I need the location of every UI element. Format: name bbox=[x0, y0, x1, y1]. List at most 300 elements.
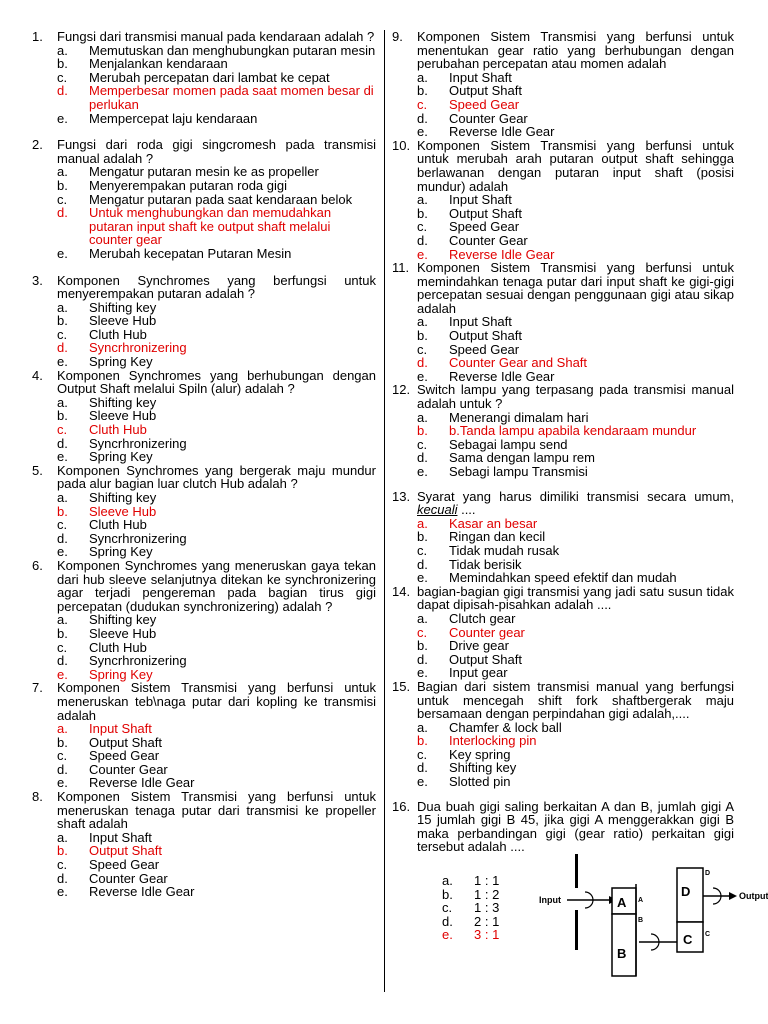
option-letter: e. bbox=[417, 665, 428, 681]
option-b[interactable] bbox=[417, 639, 734, 653]
question-stem: Komponen Sistem Transmisi yang berfunsi untuk memindahkan tenaga putar dari input shaft ke gigi-gigi percepatan sesuai dengan penggunaan gigi atau sikap adalah bbox=[417, 260, 734, 316]
option-text: Tidak mudah rusak bbox=[449, 542, 560, 558]
option-text: Reverse Idle Gear bbox=[449, 368, 555, 384]
option-letter: e. bbox=[442, 927, 453, 943]
question-stem: Fungsi dari transmisi manual pada kendaraan adalah ? bbox=[57, 29, 375, 44]
option-list bbox=[417, 612, 734, 680]
option-e[interactable] bbox=[57, 668, 376, 682]
option-e[interactable] bbox=[417, 666, 734, 680]
option-c[interactable] bbox=[57, 641, 376, 655]
option-letter: c. bbox=[417, 542, 428, 558]
option-text: Counter Gear bbox=[89, 761, 168, 777]
option-c[interactable] bbox=[417, 626, 734, 640]
option-c[interactable] bbox=[417, 343, 734, 357]
option-letter: e. bbox=[57, 884, 68, 900]
option-list bbox=[57, 491, 376, 559]
option-text: b.Tanda lampu apabila kendaraam mundur bbox=[449, 423, 697, 439]
question-number: 3. bbox=[32, 272, 43, 288]
question-stem: Fungsi dari roda gigi singcromesh pada transmisi manual adalah ? bbox=[57, 137, 376, 166]
left-column bbox=[32, 30, 376, 899]
question-number: 5. bbox=[32, 462, 43, 478]
option-c[interactable] bbox=[57, 423, 376, 437]
question-9 bbox=[392, 30, 734, 139]
question-number: 16. bbox=[392, 798, 411, 814]
option-a[interactable] bbox=[417, 315, 734, 329]
option-text: Spring Key bbox=[89, 666, 153, 682]
option-letter: c. bbox=[417, 746, 428, 762]
option-text: Reverse Idle Gear bbox=[449, 246, 555, 262]
question-7 bbox=[32, 681, 376, 790]
option-c[interactable] bbox=[417, 544, 734, 558]
question-6 bbox=[32, 559, 376, 681]
option-text: Sebagi lampu Transmisi bbox=[449, 464, 588, 479]
option-text: Output Shaft bbox=[89, 734, 162, 750]
option-text: Tidak berisik bbox=[449, 556, 522, 572]
option-letter: e. bbox=[57, 775, 68, 791]
option-letter: d. bbox=[57, 83, 68, 99]
question-16 bbox=[392, 798, 768, 984]
option-e[interactable] bbox=[57, 776, 376, 790]
question-4 bbox=[32, 369, 376, 464]
question-number: 9. bbox=[392, 29, 403, 44]
option-c[interactable] bbox=[442, 901, 532, 915]
option-letter: c. bbox=[57, 639, 68, 655]
option-b[interactable] bbox=[417, 530, 734, 544]
question-number: 7. bbox=[32, 680, 43, 696]
question-13 bbox=[392, 490, 734, 585]
option-text: Sleeve Hub bbox=[89, 408, 157, 424]
option-letter: a. bbox=[57, 394, 68, 410]
option-text: Memutuskan dan menghubungkan putaran mesin bbox=[89, 42, 376, 58]
option-a[interactable] bbox=[417, 612, 734, 626]
option-text: Shifting key bbox=[89, 299, 157, 315]
gear-b-label: B bbox=[617, 946, 627, 962]
gear-question-row bbox=[417, 854, 768, 984]
option-b[interactable] bbox=[57, 314, 376, 328]
option-list bbox=[57, 613, 376, 681]
option-d[interactable] bbox=[417, 234, 734, 248]
option-letter: b. bbox=[57, 734, 68, 750]
option-letter: a. bbox=[417, 409, 428, 425]
option-d[interactable] bbox=[417, 761, 734, 775]
option-letter: d. bbox=[417, 450, 428, 466]
option-letter: a. bbox=[417, 610, 428, 626]
option-e[interactable] bbox=[57, 355, 376, 369]
option-letter: d. bbox=[57, 653, 68, 669]
option-a[interactable] bbox=[57, 44, 376, 58]
question-number: 13. bbox=[392, 488, 411, 504]
option-letter: a. bbox=[57, 299, 68, 315]
gear-d-label: D bbox=[681, 884, 691, 900]
option-text: Counter Gear bbox=[449, 232, 528, 248]
option-letter: a. bbox=[57, 612, 68, 628]
question-number: 6. bbox=[32, 557, 43, 573]
option-a[interactable] bbox=[417, 411, 734, 425]
input-shaft-upper bbox=[575, 854, 578, 888]
option-b[interactable] bbox=[57, 57, 376, 71]
option-e[interactable] bbox=[57, 885, 376, 899]
option-text: Shifting key bbox=[89, 490, 157, 505]
option-letter: d. bbox=[57, 870, 68, 886]
option-letter: b. bbox=[417, 205, 428, 221]
option-letter: e. bbox=[417, 124, 428, 140]
option-a[interactable] bbox=[417, 517, 734, 531]
question-2 bbox=[32, 138, 376, 260]
option-text: Output Shaft bbox=[449, 83, 522, 99]
option-d[interactable] bbox=[417, 558, 734, 572]
option-letter: a. bbox=[57, 829, 68, 845]
option-letter: b. bbox=[417, 83, 428, 99]
option-letter: a. bbox=[417, 314, 428, 330]
option-text: 1 : 2 bbox=[474, 886, 500, 902]
option-text: Merubah kecepatan Putaran Mesin bbox=[89, 245, 292, 261]
option-a[interactable] bbox=[442, 874, 532, 888]
option-list bbox=[57, 722, 376, 790]
option-d[interactable] bbox=[417, 356, 734, 370]
option-d[interactable] bbox=[57, 341, 376, 355]
option-letter: e. bbox=[57, 666, 68, 682]
option-a[interactable] bbox=[57, 722, 376, 736]
option-list bbox=[417, 517, 734, 585]
option-text: Reverse Idle Gear bbox=[89, 775, 195, 791]
gear-a-label: A bbox=[617, 895, 627, 911]
option-a[interactable] bbox=[57, 396, 376, 410]
option-letter: d. bbox=[57, 435, 68, 451]
gear-train-diagram bbox=[539, 854, 768, 984]
option-text: Key spring bbox=[449, 746, 511, 762]
option-text: Mempercepat laju kendaraan bbox=[89, 110, 258, 126]
question-stem: Komponen Synchromes yang berhubungan dengan Output Shaft melalui Spiln (alur) adalah ? bbox=[57, 367, 376, 397]
option-letter: c. bbox=[57, 517, 68, 533]
option-e[interactable] bbox=[57, 112, 376, 126]
option-letter: c. bbox=[442, 900, 453, 916]
option-list bbox=[442, 874, 532, 942]
option-text: Memindahkan speed efektif dan mudah bbox=[449, 570, 677, 586]
option-d[interactable] bbox=[442, 915, 532, 929]
option-text: Output Shaft bbox=[449, 651, 522, 667]
option-b[interactable] bbox=[57, 409, 376, 423]
option-c[interactable] bbox=[57, 193, 376, 207]
option-text: Merubah percepatan dari lambat ke cepat bbox=[89, 69, 330, 85]
option-text: Counter Gear and Shaft bbox=[449, 355, 588, 371]
option-letter: e. bbox=[417, 368, 428, 384]
option-text: Kasar an besar bbox=[449, 515, 538, 531]
option-text: Sleeve Hub bbox=[89, 625, 157, 641]
option-letter: b. bbox=[417, 328, 428, 344]
option-b[interactable] bbox=[57, 505, 376, 519]
option-d[interactable] bbox=[57, 872, 376, 886]
option-letter: e. bbox=[417, 570, 428, 586]
option-text: 3 : 1 bbox=[474, 927, 500, 943]
option-letter: b. bbox=[417, 638, 428, 654]
option-c[interactable] bbox=[417, 438, 734, 452]
option-text: Sleeve Hub bbox=[89, 503, 157, 519]
option-text: Spring Key bbox=[89, 544, 153, 560]
question-number: 11. bbox=[392, 260, 410, 276]
option-letter: b. bbox=[417, 733, 428, 749]
option-e[interactable] bbox=[57, 450, 376, 464]
option-text: Slotted pin bbox=[449, 774, 511, 790]
right-column bbox=[392, 29, 768, 984]
option-d[interactable] bbox=[57, 206, 376, 247]
question-stem: Komponen Synchromes yang berfungsi untuk menyerempakan putaran adalah ? bbox=[57, 272, 376, 302]
option-b[interactable] bbox=[417, 207, 734, 221]
option-letter: b. bbox=[57, 56, 68, 72]
option-text: Input Shaft bbox=[449, 314, 512, 330]
question-number: 14. bbox=[392, 583, 411, 599]
option-text: Syncrhronizering bbox=[89, 435, 187, 451]
option-letter: a. bbox=[442, 873, 453, 889]
option-list bbox=[57, 396, 376, 464]
option-a[interactable] bbox=[417, 721, 734, 735]
option-letter: b. bbox=[442, 886, 453, 902]
option-c[interactable] bbox=[57, 858, 376, 872]
option-text: Cluth Hub bbox=[89, 639, 147, 655]
question-number: 8. bbox=[32, 789, 43, 805]
option-letter: d. bbox=[417, 110, 428, 126]
option-d[interactable] bbox=[57, 763, 376, 777]
option-letter: d. bbox=[417, 651, 428, 667]
option-list bbox=[417, 411, 734, 479]
option-list bbox=[417, 71, 734, 139]
option-text: Spring Key bbox=[89, 449, 153, 465]
option-letter: a. bbox=[57, 721, 68, 737]
option-list bbox=[57, 301, 376, 369]
option-letter: c. bbox=[57, 191, 68, 207]
question-number: 1. bbox=[32, 29, 43, 44]
option-text: Cluth Hub bbox=[89, 422, 147, 438]
option-text: Speed Gear bbox=[89, 857, 160, 873]
option-text: Output Shaft bbox=[449, 328, 522, 344]
question-number: 12. bbox=[392, 382, 411, 398]
option-text: Output Shaft bbox=[449, 205, 522, 221]
option-letter: c. bbox=[57, 69, 68, 85]
option-b[interactable] bbox=[57, 179, 376, 193]
option-text: Cluth Hub bbox=[89, 326, 147, 342]
option-letter: a. bbox=[57, 42, 68, 58]
option-a[interactable] bbox=[417, 193, 734, 207]
option-letter: a. bbox=[57, 490, 68, 505]
option-text: 1 : 1 bbox=[474, 873, 500, 889]
option-text: Mengatur putaran pada saat kendaraan belok bbox=[89, 191, 353, 207]
option-letter: a. bbox=[417, 515, 428, 531]
option-a[interactable] bbox=[57, 491, 376, 505]
option-letter: c. bbox=[417, 436, 428, 452]
option-b[interactable] bbox=[417, 84, 734, 98]
option-text: Clutch gear bbox=[449, 610, 516, 626]
option-letter: d. bbox=[442, 913, 453, 929]
option-e[interactable] bbox=[57, 247, 376, 261]
option-text: Speed Gear bbox=[89, 748, 160, 764]
option-c[interactable] bbox=[57, 518, 376, 532]
option-text: Input gear bbox=[449, 665, 508, 681]
option-letter: a. bbox=[417, 192, 428, 208]
question-8 bbox=[32, 790, 376, 899]
option-b[interactable] bbox=[417, 329, 734, 343]
option-text: Speed Gear bbox=[449, 219, 520, 235]
option-text: Interlocking pin bbox=[449, 733, 537, 749]
option-b[interactable] bbox=[417, 424, 734, 438]
option-letter: b. bbox=[57, 625, 68, 641]
option-text: Memperbesar momen pada saat momen besar di perlukan bbox=[89, 83, 374, 112]
question-3 bbox=[32, 274, 376, 369]
option-text: Input Shaft bbox=[449, 192, 512, 208]
question-stem: Bagian dari sistem transmisi manual yang berfungsi untuk mencegah shift fork shaftbergerak maju bersamaan dengan perpindahan gigi adalah,.... bbox=[417, 678, 734, 722]
gear-a-small-label: A bbox=[638, 897, 644, 905]
option-text: Counter Gear bbox=[449, 110, 528, 126]
output-arrowhead bbox=[729, 892, 737, 900]
option-letter: d. bbox=[417, 760, 428, 776]
option-e[interactable] bbox=[417, 775, 734, 789]
question-stem: Komponen Synchromes yang bergerak maju mundur pada alur bagian luar clutch Hub adalah ? bbox=[57, 462, 376, 492]
option-text: Mengatur putaran mesin ke as propeller bbox=[89, 164, 319, 180]
option-text: Reverse Idle Gear bbox=[89, 884, 195, 900]
option-c[interactable] bbox=[417, 220, 734, 234]
option-text: Chamfer & lock ball bbox=[449, 719, 562, 735]
option-d[interactable] bbox=[57, 654, 376, 668]
option-letter: c. bbox=[417, 219, 428, 235]
question-15 bbox=[392, 680, 734, 789]
option-letter: b. bbox=[57, 503, 68, 519]
option-c[interactable] bbox=[417, 748, 734, 762]
option-e[interactable] bbox=[417, 571, 734, 585]
option-text: Menjalankan kendaraan bbox=[89, 56, 228, 72]
option-c[interactable] bbox=[417, 98, 734, 112]
option-letter: c. bbox=[417, 624, 428, 640]
option-list bbox=[57, 165, 376, 260]
option-d[interactable] bbox=[417, 451, 734, 465]
option-a[interactable] bbox=[57, 831, 376, 845]
option-letter: b. bbox=[57, 843, 68, 859]
gear-c-label: C bbox=[683, 932, 693, 948]
option-text: Input Shaft bbox=[89, 829, 152, 845]
option-text: Ringan dan kecil bbox=[449, 529, 546, 545]
option-e[interactable] bbox=[57, 545, 376, 559]
option-text: Syncrhronizering bbox=[89, 340, 187, 356]
option-d[interactable] bbox=[417, 112, 734, 126]
option-e[interactable] bbox=[417, 248, 734, 262]
option-b[interactable] bbox=[57, 736, 376, 750]
option-letter: d. bbox=[57, 340, 68, 356]
option-text: Input Shaft bbox=[89, 721, 152, 737]
option-text: Syncrhronizering bbox=[89, 653, 187, 669]
option-e[interactable] bbox=[417, 370, 734, 384]
option-letter: d. bbox=[57, 530, 68, 546]
option-letter: a. bbox=[417, 69, 428, 85]
option-text: Menerangi dimalam hari bbox=[449, 409, 589, 425]
option-letter: c. bbox=[57, 748, 68, 764]
option-text: 2 : 1 bbox=[474, 913, 500, 929]
question-number: 10. bbox=[392, 137, 411, 153]
option-text: Reverse Idle Gear bbox=[449, 124, 555, 140]
option-e[interactable] bbox=[417, 465, 734, 479]
option-text: Counter Gear bbox=[89, 870, 168, 886]
question-stem: Komponen Sistem Transmisi yang berfunsi untuk untuk merubah arah putaran output shaft sehingga berlawanan dengan putaran input shaft (posisi mundur) adalah bbox=[417, 137, 734, 194]
option-a[interactable] bbox=[57, 165, 376, 179]
input-label: Input bbox=[539, 895, 561, 906]
output-label: Output bbox=[739, 891, 768, 902]
option-letter: b. bbox=[417, 423, 428, 439]
option-d[interactable] bbox=[57, 532, 376, 546]
option-letter: a. bbox=[57, 164, 68, 180]
option-e[interactable] bbox=[417, 125, 734, 139]
option-b[interactable] bbox=[57, 627, 376, 641]
option-list bbox=[417, 721, 734, 789]
option-d[interactable] bbox=[57, 84, 376, 111]
option-letter: c. bbox=[57, 422, 68, 438]
gear-d-small-label: D bbox=[705, 870, 711, 878]
option-letter: e. bbox=[57, 354, 68, 370]
option-text: Shifting key bbox=[449, 760, 517, 776]
option-text: Output Shaft bbox=[89, 843, 162, 859]
option-list bbox=[57, 44, 376, 126]
question-1 bbox=[32, 30, 376, 125]
option-list bbox=[57, 831, 376, 899]
option-a[interactable] bbox=[57, 613, 376, 627]
question-number: 15. bbox=[392, 678, 411, 694]
option-a[interactable] bbox=[57, 301, 376, 315]
option-text: 1 : 3 bbox=[474, 900, 500, 916]
option-text: Input Shaft bbox=[449, 69, 512, 85]
option-letter: d. bbox=[57, 761, 68, 777]
option-d[interactable] bbox=[57, 437, 376, 451]
option-a[interactable] bbox=[417, 71, 734, 85]
question-stem: Komponen Sistem Transmisi yang berfunsi untuk meneruskan tenaga putar dari transmisi ke propeller shaft adalah bbox=[57, 789, 376, 832]
question-stem: Syarat yang harus dimiliki transmisi secara umum, kecuali .... bbox=[417, 488, 734, 518]
question-stem: Komponen Sistem Transmisi yang berfunsi untuk menentukan gear ratio yang berhubungan dengan perubahan percepatan atau momen adalah bbox=[417, 29, 734, 72]
option-b[interactable] bbox=[57, 844, 376, 858]
option-d[interactable] bbox=[417, 653, 734, 667]
option-text: Sebagai lampu send bbox=[449, 436, 568, 452]
question-12 bbox=[392, 383, 734, 478]
question-10 bbox=[392, 139, 734, 261]
question-number: 4. bbox=[32, 367, 43, 383]
option-text: Cluth Hub bbox=[89, 517, 147, 533]
option-text: Menyerempakan putaran roda gigi bbox=[89, 177, 288, 193]
option-letter: d. bbox=[417, 232, 428, 248]
option-c[interactable] bbox=[57, 749, 376, 763]
option-letter: d. bbox=[57, 205, 68, 221]
question-stem: Switch lampu yang terpasang pada transmisi manual adalah untuk ? bbox=[417, 382, 734, 412]
option-letter: b. bbox=[57, 177, 68, 193]
option-letter: b. bbox=[57, 313, 68, 329]
option-c[interactable] bbox=[57, 71, 376, 85]
option-text: Syncrhronizering bbox=[89, 530, 187, 546]
option-letter: e. bbox=[57, 110, 68, 126]
question-number: 2. bbox=[32, 137, 43, 153]
input-shaft-lower bbox=[575, 910, 578, 950]
gear-b bbox=[612, 914, 636, 976]
option-text: Spring Key bbox=[89, 354, 153, 370]
option-text: Speed Gear bbox=[449, 96, 520, 112]
question-stem: bagian-bagian gigi transmisi yang jadi satu susun tidak dapat dipisah-pisahkan adalah .... bbox=[417, 583, 734, 613]
question-stem: Komponen Synchromes yang meneruskan gaya tekan dari hub sleeve selanjutnya ditekan ke synchronizering agar terjadi pengereman pada bagian tirus gigi percepatan (dudukan synchronizering) adalah ? bbox=[57, 557, 376, 614]
option-list bbox=[417, 315, 734, 383]
option-c[interactable] bbox=[57, 328, 376, 342]
option-letter: d. bbox=[417, 556, 428, 572]
option-letter: b. bbox=[57, 408, 68, 424]
option-b[interactable] bbox=[442, 888, 532, 902]
option-text: Sama dengan lampu rem bbox=[449, 450, 595, 466]
option-text: Sleeve Hub bbox=[89, 313, 157, 329]
option-text: Untuk menghubungkan dan memudahkan putaran input shaft ke output shaft melalui counter gear bbox=[89, 205, 332, 248]
option-b[interactable] bbox=[417, 734, 734, 748]
option-e[interactable] bbox=[442, 928, 532, 942]
option-text: Shifting key bbox=[89, 394, 157, 410]
option-letter: e. bbox=[417, 774, 428, 790]
option-text: Drive gear bbox=[449, 638, 509, 654]
option-letter: c. bbox=[417, 341, 428, 357]
